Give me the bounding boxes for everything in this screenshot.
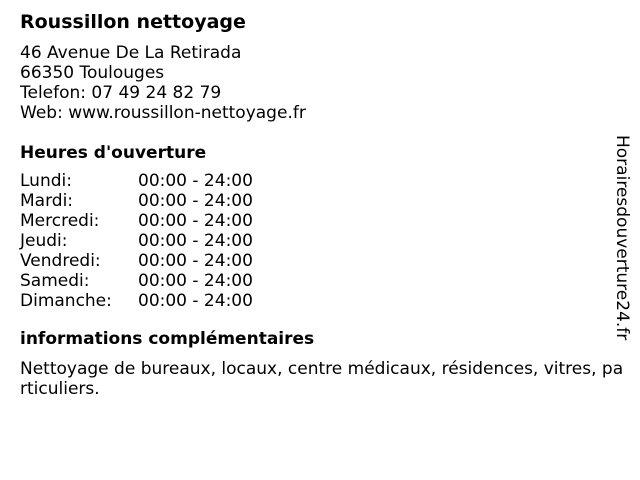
day-label: Mardi: bbox=[20, 191, 74, 211]
hours-row-monday bbox=[20, 171, 610, 191]
address-line-2: 66350 Toulouges bbox=[20, 63, 165, 83]
hours-row-sunday bbox=[20, 291, 610, 311]
day-label: Lundi: bbox=[20, 171, 72, 191]
day-hours: 00:00 - 24:00 bbox=[138, 271, 253, 291]
hours-row-saturday bbox=[20, 271, 610, 291]
site-watermark: Horairesdouverture24.fr bbox=[612, 135, 632, 341]
day-label: Samedi: bbox=[20, 271, 90, 291]
info-heading: informations complémentaires bbox=[20, 329, 315, 349]
contact-block bbox=[20, 43, 610, 123]
address-line-1: 46 Avenue De La Retirada bbox=[20, 43, 242, 63]
hours-row-wednesday bbox=[20, 211, 610, 231]
day-hours: 00:00 - 24:00 bbox=[138, 251, 253, 271]
day-label: Jeudi: bbox=[20, 231, 68, 251]
day-label: Dimanche: bbox=[20, 291, 112, 311]
hours-heading: Heures d'ouverture bbox=[20, 143, 207, 163]
info-text: Nettoyage de bureaux, locaux, centre médicaux, résidences, vitres, particuliers. bbox=[20, 359, 624, 399]
day-hours: 00:00 - 24:00 bbox=[138, 191, 253, 211]
hours-row-thursday bbox=[20, 231, 610, 251]
day-hours: 00:00 - 24:00 bbox=[138, 291, 253, 311]
website-text: Web: www.roussillon-nettoyage.fr bbox=[20, 103, 306, 123]
hours-row-friday bbox=[20, 251, 610, 271]
day-hours: 00:00 - 24:00 bbox=[138, 171, 253, 191]
day-label: Mercredi: bbox=[20, 211, 100, 231]
hours-row-tuesday bbox=[20, 191, 610, 211]
day-label: Vendredi: bbox=[20, 251, 101, 271]
business-name: Roussillon nettoyage bbox=[20, 11, 246, 33]
day-hours: 00:00 - 24:00 bbox=[138, 231, 253, 251]
hours-list bbox=[20, 171, 610, 311]
phone-text: Telefon: 07 49 24 82 79 bbox=[20, 83, 222, 103]
day-hours: 00:00 - 24:00 bbox=[138, 211, 253, 231]
